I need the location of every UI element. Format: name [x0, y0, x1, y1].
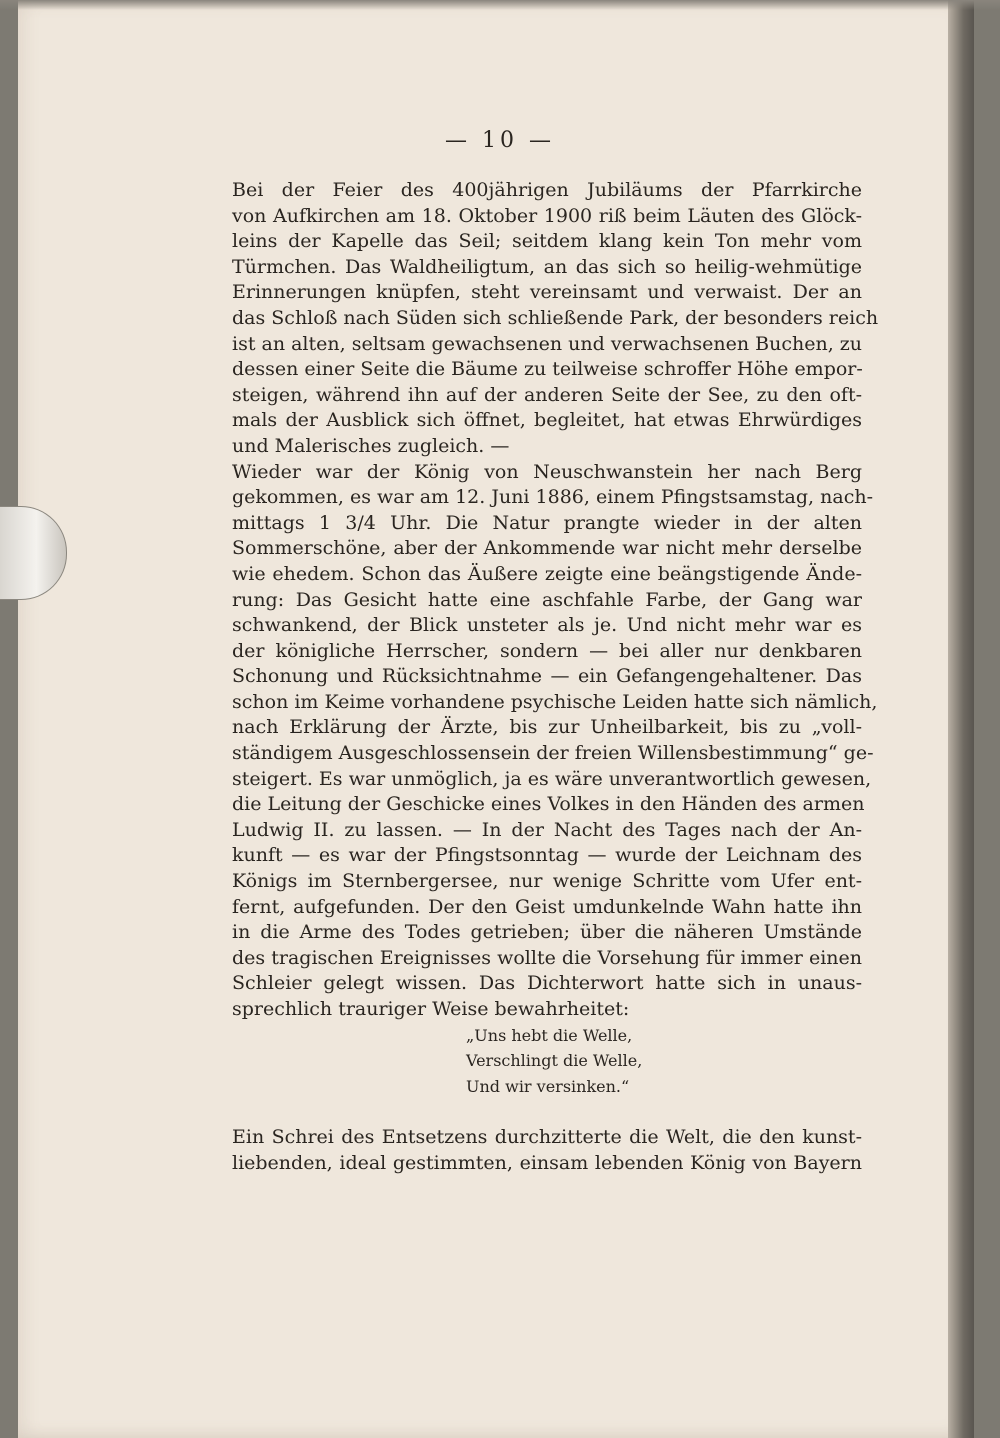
text-line: Ludwig II. zu lassen. — In der Nacht des Tages nach der An-: [232, 818, 862, 841]
text-line: von Aufkirchen am 18. Oktober 1900 riß beim Läuten des Glöck-: [232, 204, 862, 227]
paragraph-1: [232, 178, 879, 460]
text-line: wie ehedem. Schon das Äußere zeigte eine beängstigende Ände-: [232, 562, 862, 585]
paragraph-3: [232, 1125, 862, 1176]
text-line: rung: Das Gesicht hatte eine aschfahle Farbe, der Gang war: [232, 588, 862, 611]
text-line: Schleier gelegt wissen. Das Dichterwort hatte sich in unaus-: [232, 972, 862, 995]
paragraph-gap: [232, 1099, 862, 1125]
text-line: die Leitung der Geschicke eines Volkes in den Händen des armen: [232, 793, 865, 816]
text-line: der königliche Herrscher, sondern — bei aller nur denkbaren: [232, 639, 862, 662]
text-line: Schonung und Rücksichtnahme — ein Gefangengehaltener. Das: [232, 665, 862, 688]
text-line: Wieder war der König von Neuschwanstein her nach Berg: [232, 460, 862, 483]
text-line: sprechlich trauriger Weise bewahrheitet:: [232, 998, 630, 1020]
verse-quote: [232, 1023, 862, 1100]
text-line: Ein Schrei des Entsetzens durchzitterte die Welt, die den kunst-: [232, 1126, 862, 1149]
text-line: steigert. Es war unmöglich, ja es wäre unverantwortlich gewesen,: [232, 767, 872, 790]
text-line: Türmchen. Das Waldheiligtum, an das sich so heilig-wehmütige: [232, 255, 862, 278]
verse-line: Verschlingt die Welle,: [466, 1051, 643, 1071]
text-line: liebenden, ideal gestimmten, einsam lebenden König von Bayern: [232, 1151, 862, 1174]
text-line: mittags 1 3/4 Uhr. Die Natur prangte wieder in der alten: [232, 511, 862, 534]
text-line: ständigem Ausgeschlossensein der freien Willensbestimmung“ ge-: [232, 742, 874, 765]
top-edge-shadow: [0, 0, 1000, 10]
text-line: Königs im Sternbergersee, nur wenige Schritte vom Ufer ent-: [232, 870, 862, 893]
verse-line: „Uns hebt die Welle,: [466, 1025, 633, 1045]
text-line: ist an alten, seltsam gewachsenen und verwachsenen Buchen, zu: [232, 332, 863, 355]
text-line: kunft — es war der Pfingstsonntag — wurde der Leichnam des: [232, 844, 862, 867]
verse-line: Und wir versinken.“: [466, 1076, 630, 1096]
text-line: Erinnerungen knüpfen, steht vereinsamt und verwaist. Der an: [232, 281, 862, 304]
text-line: schwankend, der Blick unsteter als je. Und nicht mehr war es: [232, 614, 862, 637]
paragraph-2: [232, 460, 878, 1023]
text-line: fernt, aufgefunden. Der den Geist umdunkelnde Wahn hatte ihn: [232, 895, 862, 918]
text-line: Sommerschöne, aber der Ankommende war nicht mehr derselbe: [232, 537, 862, 560]
text-line: dessen einer Seite die Bäume zu teilweise schroffer Höhe empor-: [232, 358, 863, 381]
text-line: gekommen, es war am 12. Juni 1886, einem Pfingstsamstag, nach-: [232, 486, 873, 509]
page-number: — 10 —: [445, 128, 555, 153]
text-line: nach Erklärung der Ärzte, bis zur Unheilbarkeit, bis zu „voll-: [232, 716, 862, 739]
text-line: das Schloß nach Süden sich schließende Park, der besonders reich: [232, 306, 879, 329]
text-line: Bei der Feier des 400jährigen Jubiläums der Pfarrkirche: [232, 179, 862, 201]
text-line: schon im Keime vorhandene psychische Leiden hatte sich nämlich,: [232, 690, 878, 713]
page-edge-shadow: [948, 0, 974, 1438]
text-line: leins der Kapelle das Seil; seitdem klang kein Ton mehr vom: [232, 230, 862, 253]
text-line: mals der Ausblick sich öffnet, begleitet, hat etwas Ehrwürdiges: [232, 409, 862, 432]
text-line: steigen, während ihn auf der anderen Seite der See, zu den oft-: [232, 383, 862, 406]
text-line: und Malerisches zugleich. —: [232, 434, 510, 457]
text-line: in die Arme des Todes getrieben; über die näheren Umstände: [232, 921, 862, 944]
body-text: [232, 178, 879, 1177]
text-line: des tragischen Ereignisses wollte die Vorsehung für immer einen: [232, 946, 862, 969]
